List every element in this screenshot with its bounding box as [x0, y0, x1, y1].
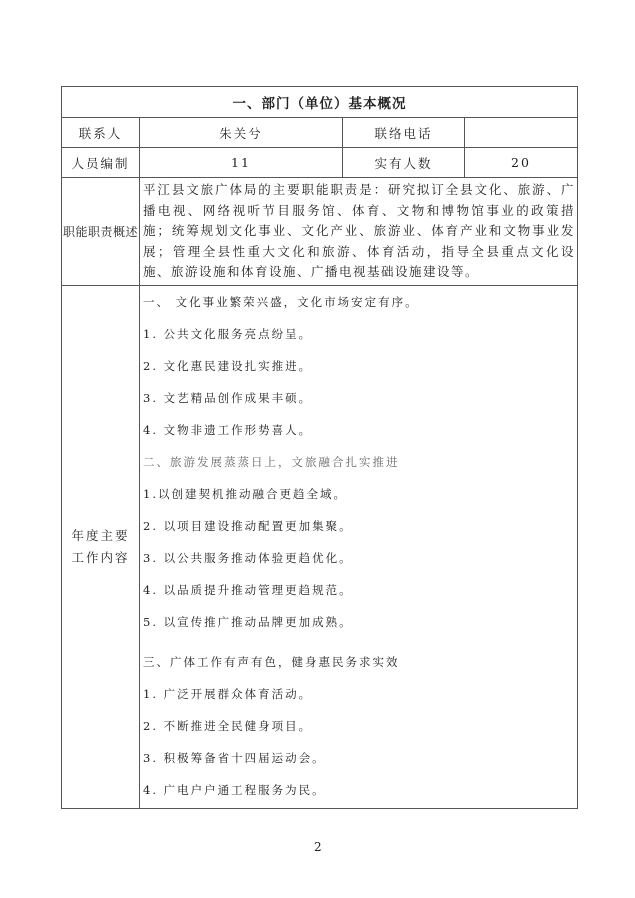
- work-item: 一、 文化事业繁荣兴盛，文化市场安定有序。: [143, 294, 419, 309]
- duty-text: 平江县文旅广体局的主要职能职责是：研究拟订全县文化、旅游、广播电视、网络视听节目服务馆、体育、文物和博物馆事业的政策措施；统筹规划文化事业、文化产业、旅游业、体育产业和文物事业发展；管理全县性重大文化和旅游、体育活动，指导全县重点文化设施、旅游设施和体育设施、广播电视基础设施建设等。: [140, 178, 578, 286]
- work-label: [62, 285, 140, 808]
- work-item: 1. 广泛开展群众体育活动。: [143, 686, 313, 701]
- work-item: 1.以创建契机推动融合更趋全域。: [143, 486, 347, 501]
- duty-label: 职能职责概述: [62, 178, 140, 286]
- work-item: 1. 公共文化服务亮点纷呈。: [143, 326, 313, 341]
- work-item: 3. 积极筹备省十四届运动会。: [143, 750, 326, 765]
- work-item: 4. 广电户户通工程服务为民。: [143, 782, 326, 797]
- work-label-line-2: 工作内容: [71, 549, 130, 565]
- contact-label: 联系人: [62, 118, 140, 148]
- work-content: [140, 285, 578, 808]
- phone-value: [465, 118, 578, 148]
- work-item: 2. 文化惠民建设扎实推进。: [143, 358, 313, 373]
- table-title: 一、部门（单位）基本概况: [62, 87, 578, 118]
- work-item: 3. 文艺精品创作成果丰硕。: [143, 390, 313, 405]
- work-item: 二、旅游发展蒸蒸日上，文旅融合扎实推进: [143, 454, 400, 469]
- work-label-line-1: 年度主要: [71, 527, 130, 543]
- work-item: 4. 以品质提升推动管理更趋规范。: [143, 582, 353, 597]
- work-item: 5. 以宣传推广推动品牌更加成熟。: [143, 614, 353, 629]
- work-item: 2. 以项目建设推动配置更加集聚。: [143, 518, 353, 533]
- actual-staff-value: 20: [465, 148, 578, 178]
- work-item: 3. 以公共服务推动体验更趋优化。: [143, 550, 353, 565]
- actual-staff-label: 实有人数: [343, 148, 465, 178]
- contact-value: 朱关兮: [140, 118, 343, 148]
- page-number: 2: [314, 840, 322, 854]
- work-item: 三、广体工作有声有色，健身惠民务求实效: [143, 654, 400, 669]
- basic-info-table: [61, 86, 578, 809]
- phone-label: 联络电话: [343, 118, 465, 148]
- work-item: 4. 文物非遗工作形势喜人。: [143, 422, 313, 437]
- work-item: 2. 不断推进全民健身项目。: [143, 718, 313, 733]
- staff-quota-label: 人员编制: [62, 148, 140, 178]
- staff-quota-value: 11: [140, 148, 343, 178]
